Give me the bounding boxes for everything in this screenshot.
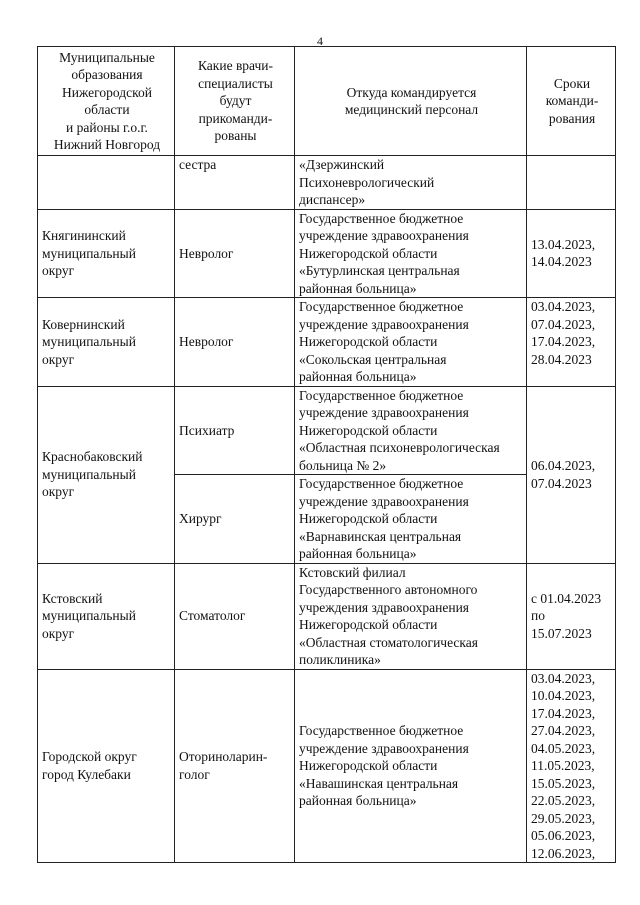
source-cell: Государственное бюджетное учреждение здравоохранения Нижегородской области «Бутурлинская центральная районная больница» bbox=[295, 209, 527, 298]
dates-cell: 03.04.2023, 07.04.2023, 17.04.2023, 28.04.2023 bbox=[527, 298, 616, 387]
source-cell: Кстовский филиал Государственного автономного учреждения здравоохранения Нижегородской области «Областная стоматологическая поликлиника» bbox=[295, 563, 527, 669]
header-district: Муниципальные образования Нижегородской области и районы г.о.г. Нижний Новгород bbox=[38, 47, 175, 156]
district-cell: Городской округ город Кулебаки bbox=[38, 669, 175, 863]
dates-cell: с 01.04.2023 по 15.07.2023 bbox=[527, 563, 616, 669]
district-cell bbox=[38, 156, 175, 210]
district-cell: Кстовский муниципальный округ bbox=[38, 563, 175, 669]
source-cell: «Дзержинский Психоневрологический диспансер» bbox=[295, 156, 527, 210]
specialist-cell: сестра bbox=[175, 156, 295, 210]
dates-cell: 03.04.2023, 10.04.2023, 17.04.2023, 27.04.2023, 04.05.2023, 11.05.2023, 15.05.2023, 22.05.2023, 29.05.2023, 05.06.2023, 12.06.2023, bbox=[527, 669, 616, 863]
specialist-cell: Невролог bbox=[175, 209, 295, 298]
header-source: Откуда командируется медицинский персонал bbox=[295, 47, 527, 156]
table-row bbox=[38, 298, 616, 387]
district-cell: Краснобаковский муниципальный округ bbox=[38, 386, 175, 563]
dates-cell: 13.04.2023, 14.04.2023 bbox=[527, 209, 616, 298]
page-number: 4 bbox=[317, 34, 323, 48]
table-row bbox=[38, 156, 616, 210]
header-dates: Сроки команди- рования bbox=[527, 47, 616, 156]
header-specialist: Какие врачи- специалисты будут прикоманди- рованы bbox=[175, 47, 295, 156]
source-cell: Государственное бюджетное учреждение здравоохранения Нижегородской области «Навашинская центральная районная больница» bbox=[295, 669, 527, 863]
table-row bbox=[38, 209, 616, 298]
table-row bbox=[38, 669, 616, 863]
dates-cell: 06.04.2023, 07.04.2023 bbox=[527, 386, 616, 563]
source-cell: Государственное бюджетное учреждение здравоохранения Нижегородской области «Областная психоневрологическая больница № 2» bbox=[295, 386, 527, 475]
specialist-cell: Оториноларин- голог bbox=[175, 669, 295, 863]
assignment-table bbox=[37, 46, 616, 863]
table-row bbox=[38, 386, 616, 475]
district-cell: Ковернинский муниципальный округ bbox=[38, 298, 175, 387]
specialist-cell: Невролог bbox=[175, 298, 295, 387]
specialist-cell: Хирург bbox=[175, 475, 295, 564]
specialist-cell: Психиатр bbox=[175, 386, 295, 475]
source-cell: Государственное бюджетное учреждение здравоохранения Нижегородской области «Сокольская центральная районная больница» bbox=[295, 298, 527, 387]
dates-cell bbox=[527, 156, 616, 210]
district-cell: Княгининский муниципальный округ bbox=[38, 209, 175, 298]
table-row bbox=[38, 563, 616, 669]
specialist-cell: Стоматолог bbox=[175, 563, 295, 669]
source-cell: Государственное бюджетное учреждение здравоохранения Нижегородской области «Варнавинская центральная районная больница» bbox=[295, 475, 527, 564]
table-header-row bbox=[38, 47, 616, 156]
